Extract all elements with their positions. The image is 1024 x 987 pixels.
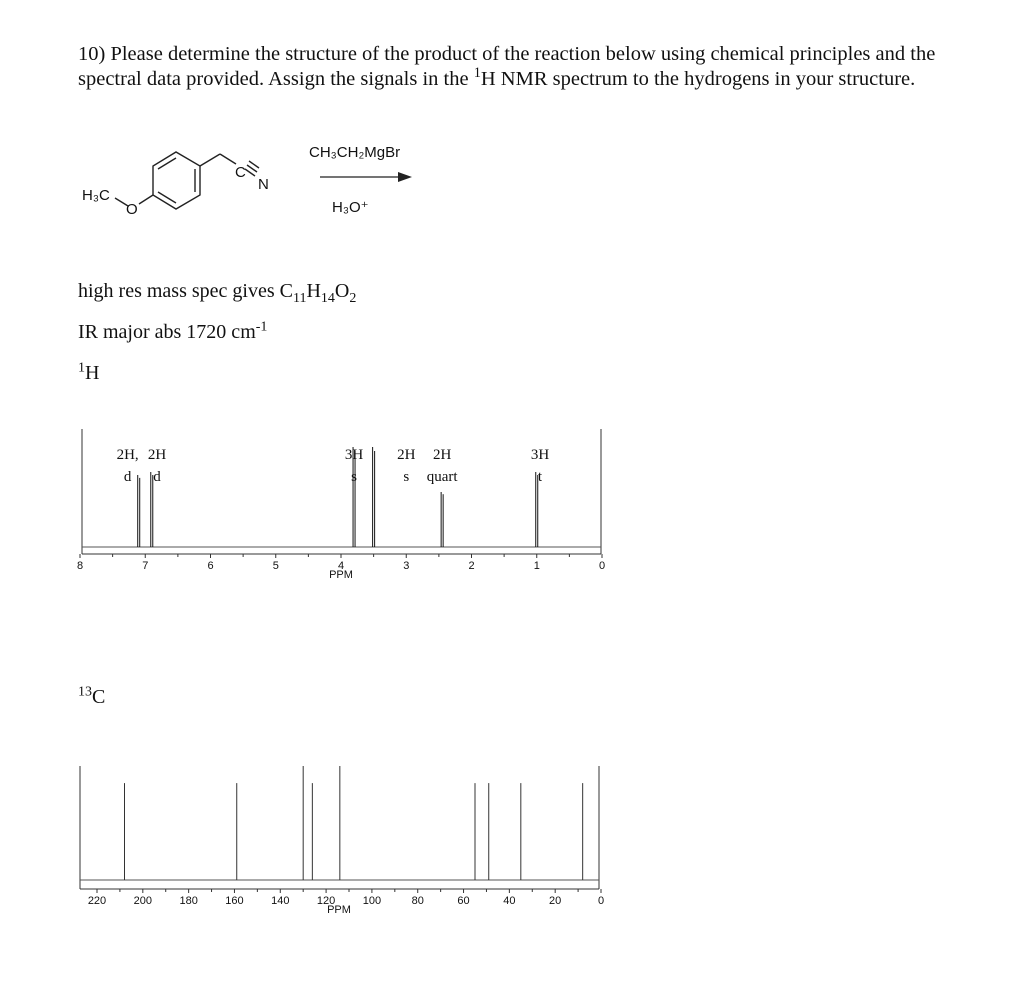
peak-multiplicity: s [403,469,410,485]
oxygen-label: O [126,201,138,218]
h-nmr-label: $^1$H [78,360,100,384]
reagent-bottom: H₃O⁺ [332,199,369,216]
peak-integration: 2H [147,447,167,463]
tick-label: 40 [503,895,516,907]
tick-label: 100 [362,895,382,907]
x-axis-label: PPM [327,904,351,916]
c-nmr-spectrum [0,760,1024,920]
reaction-arrow-head [398,172,412,182]
nitrogen-label: N [258,176,269,193]
question-text [78,42,978,92]
peak-integration: 2H [397,447,416,463]
tick-label: 4 [337,560,345,572]
tick-label: 160 [225,895,244,907]
tick-label: 8 [76,560,84,572]
nmr-sup: 1 [473,65,481,82]
peak-integration: 2H, [116,447,139,463]
peak-integration: 2H [432,447,452,463]
peak-integration: 3H [530,447,550,463]
mass-spec-text: high res mass spec gives $C_{11}H_{14}O_2$ [78,280,357,306]
tick-label: 180 [179,895,198,907]
tick-label: 3 [403,560,410,572]
tick-label: 220 [87,895,107,907]
ir-text: IR major abs 1720 $cm^{-1}$ [78,319,268,343]
tick-label: 20 [549,895,562,907]
reagent-top: CH₃CH₂MgBr [309,144,401,161]
peak-multiplicity: d [153,469,161,485]
tick-label: 140 [271,895,290,907]
tick-label: 6 [207,560,214,572]
question-body-end: H NMR spectrum to the hydrogens in your structure. [480,68,916,90]
tick-label: 5 [272,560,279,572]
tick-label: 7 [142,560,149,572]
question-body: Please determine the structure of the product of the reaction below using chemical principles and the spectral data provided. Assign the signals in the [78,43,936,90]
tick-label: 0 [598,560,606,572]
peak-multiplicity: d [123,469,132,485]
tick-label: 2 [468,560,475,572]
tick-label: 120 [316,895,336,907]
tick-label: 60 [457,895,470,907]
peak-multiplicity: t [537,469,543,485]
c-nmr-label: $^{13}$C [78,684,106,708]
carbon-label: C [235,164,246,181]
peak-multiplicity: quart [426,469,458,485]
tick-label: 200 [133,895,152,907]
question-number: 10) [78,43,106,65]
tick-label: 80 [411,895,424,907]
peak-multiplicity: s [351,469,357,485]
methyl-label: H₃C [82,187,110,204]
peak-integration: 3H [344,447,364,463]
x-axis-label: PPM [329,569,353,581]
tick-label: 1 [533,560,540,572]
tick-label: 0 [597,895,605,907]
h-nmr-spectrum [0,425,1024,585]
